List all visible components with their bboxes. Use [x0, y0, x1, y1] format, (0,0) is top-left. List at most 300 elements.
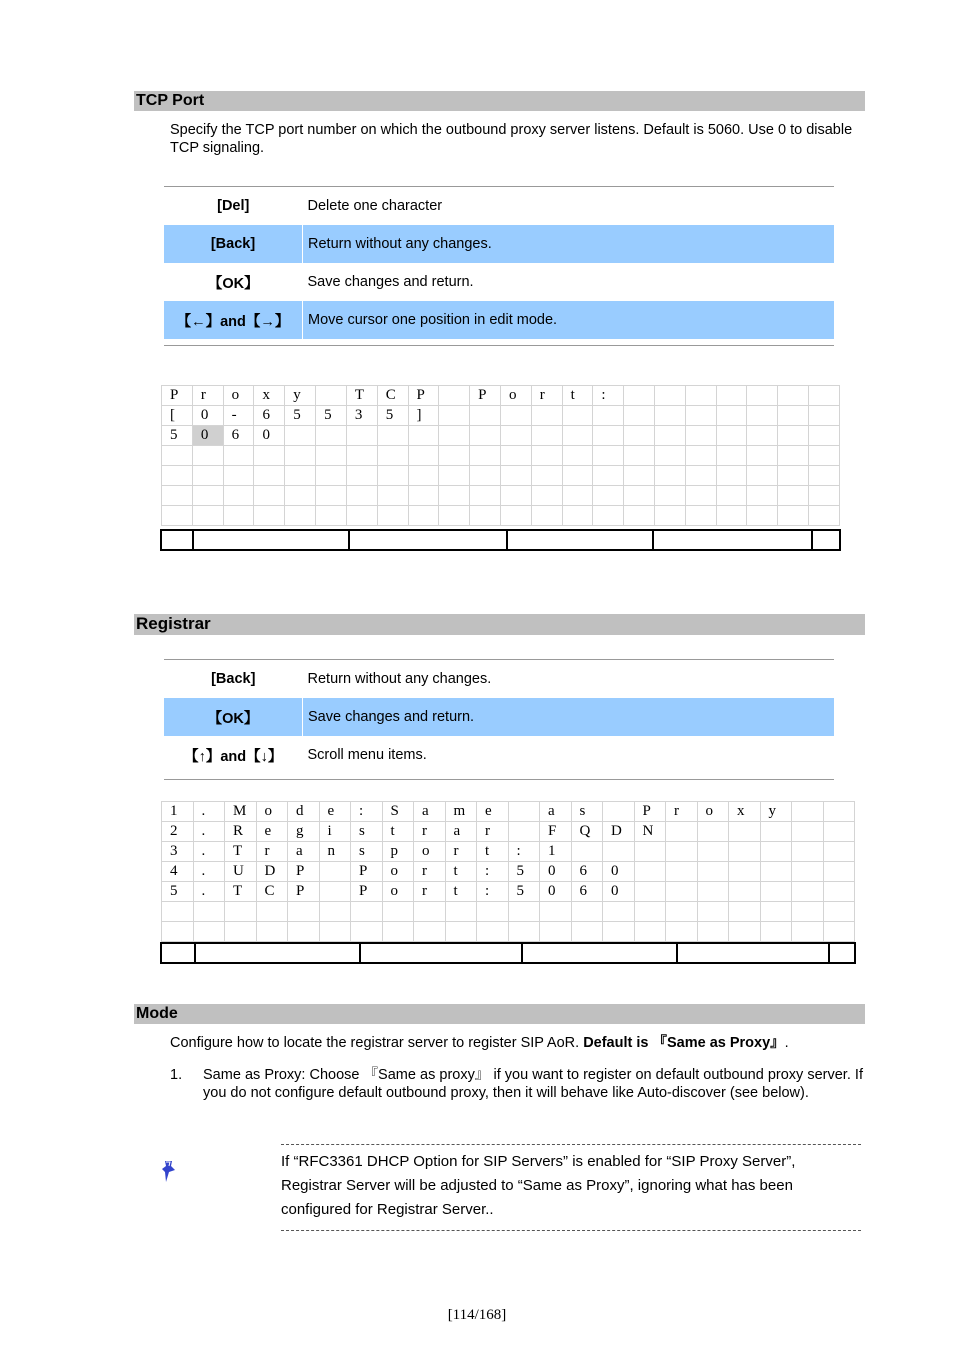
- screen-cell: [760, 822, 792, 842]
- screen-cell: [377, 426, 408, 446]
- screen-cell: P: [288, 862, 320, 882]
- key-name: 【OK】: [207, 275, 259, 292]
- screen-cell: [193, 902, 225, 922]
- screen-cell: [439, 386, 470, 406]
- screen-cell: [346, 446, 377, 466]
- screen-cell: [809, 486, 840, 506]
- screen-cell: [624, 426, 655, 446]
- screen-cell: [655, 466, 686, 486]
- screen-cell: x: [254, 386, 285, 406]
- screen-cell: [603, 902, 635, 922]
- screen-row: [162, 506, 840, 526]
- screen-cell: [655, 446, 686, 466]
- pushpin-icon: [160, 1158, 182, 1184]
- screen-cell: [285, 446, 316, 466]
- screen-cell: r: [256, 842, 288, 862]
- screen-cell: [377, 446, 408, 466]
- screen-cell: [316, 466, 347, 486]
- screen-cell: P: [408, 386, 439, 406]
- screen-cell: [346, 466, 377, 486]
- screen-cell: [792, 822, 824, 842]
- screen-cell: P: [351, 882, 383, 902]
- screen-cell: a: [288, 842, 320, 862]
- screen-cell: d: [288, 802, 320, 822]
- key-action: Move cursor one position in edit mode.: [303, 301, 835, 339]
- screen-cell: [792, 802, 824, 822]
- key-row: [164, 660, 834, 698]
- screen-cell: [593, 446, 624, 466]
- screen-cell: [747, 386, 778, 406]
- screen-cell: s: [351, 822, 383, 842]
- screen-cell: [223, 506, 254, 526]
- screen-cell: 2: [162, 822, 194, 842]
- screen-cell: 5: [162, 426, 193, 446]
- softkey-bar: [160, 942, 856, 964]
- screen-cell: [634, 842, 666, 862]
- screen-cell: [562, 426, 593, 446]
- screen-cell: 5: [377, 406, 408, 426]
- screen-cell: [531, 426, 562, 446]
- screen-cell: [470, 426, 501, 446]
- screen-cell: [288, 922, 320, 942]
- screen-cell: [162, 902, 194, 922]
- softkey-slot[interactable]: [360, 943, 522, 963]
- screen-cell: [439, 506, 470, 526]
- screen-cell: [685, 386, 716, 406]
- screen-cell: [716, 426, 747, 446]
- screen-cell: [655, 406, 686, 426]
- screen-cell: [254, 506, 285, 526]
- screen-row: [162, 426, 840, 446]
- screen-cell: .: [193, 862, 225, 882]
- screen-cell: r: [414, 822, 446, 842]
- screen-cell: m: [445, 802, 477, 822]
- screen-cell: [655, 506, 686, 526]
- key-action: Return without any changes.: [307, 671, 492, 687]
- screen-cell: [666, 882, 698, 902]
- softkey-slot[interactable]: [812, 530, 840, 550]
- screen-cell: [500, 406, 531, 426]
- screen-row: [162, 922, 855, 942]
- screen-cell: [716, 406, 747, 426]
- screen-cell: [778, 446, 809, 466]
- screen-cell: [823, 862, 855, 882]
- softkey-slot[interactable]: [507, 530, 653, 550]
- key-name: [Back]: [211, 671, 256, 687]
- screen-cell: :: [351, 802, 383, 822]
- screen-cell: 5: [285, 406, 316, 426]
- screen-cell: 0: [603, 882, 635, 902]
- screen-row: [162, 882, 855, 902]
- screen-row: [162, 386, 840, 406]
- screen-cell: [624, 506, 655, 526]
- screen-cell: [666, 842, 698, 862]
- screen-cell: [531, 466, 562, 486]
- screen-cell: [685, 466, 716, 486]
- screen-cell: [624, 446, 655, 466]
- screen-cell: [439, 466, 470, 486]
- screen-cell: [414, 922, 446, 942]
- key-action: Scroll menu items.: [307, 747, 427, 763]
- screen-cell: [603, 842, 635, 862]
- screen-cell: [716, 386, 747, 406]
- screen-cell: [792, 902, 824, 922]
- screen-cell: [346, 506, 377, 526]
- screen-cell: 3: [162, 842, 194, 862]
- screen-cell: o: [382, 882, 414, 902]
- screen-cell: [477, 902, 509, 922]
- screen-cell: s: [571, 802, 603, 822]
- screen-cell: [823, 802, 855, 822]
- screen-cell: [470, 506, 501, 526]
- screen-cell: [685, 506, 716, 526]
- screen-row: [162, 446, 840, 466]
- screen-cell: [747, 446, 778, 466]
- screen-cell: [445, 902, 477, 922]
- lcd-screen-registrar: [161, 801, 855, 942]
- screen-cell: [747, 466, 778, 486]
- screen-cell: 0: [603, 862, 635, 882]
- screen-cell: [747, 486, 778, 506]
- screen-cell: [500, 506, 531, 526]
- screen-cell: 4: [162, 862, 194, 882]
- screen-cell: [685, 426, 716, 446]
- screen-cell: [697, 842, 729, 862]
- screen-cell: 0: [192, 406, 223, 426]
- key-name: 【↑】and【↓】: [184, 748, 283, 765]
- screen-cell: [685, 446, 716, 466]
- screen-cell: [162, 922, 194, 942]
- screen-cell: 1: [540, 842, 572, 862]
- softkey-slot[interactable]: [349, 530, 507, 550]
- screen-cell: U: [225, 862, 257, 882]
- screen-cell: [316, 506, 347, 526]
- screen-cell: r: [531, 386, 562, 406]
- screen-cell: [192, 486, 223, 506]
- screen-cell: r: [445, 842, 477, 862]
- screen-cell: t: [382, 822, 414, 842]
- screen-cell: [256, 922, 288, 942]
- screen-cell: C: [377, 386, 408, 406]
- screen-cell: P: [288, 882, 320, 902]
- screen-cell: [634, 882, 666, 902]
- screen-cell: [571, 902, 603, 922]
- screen-cell: 0: [254, 426, 285, 446]
- screen-cell: [288, 902, 320, 922]
- screen-cell: [624, 386, 655, 406]
- screen-cell: [603, 802, 635, 822]
- screen-cell: [809, 386, 840, 406]
- screen-cell: :: [508, 842, 540, 862]
- screen-cell: [792, 842, 824, 862]
- screen-cell: [351, 902, 383, 922]
- screen-cell: [439, 446, 470, 466]
- screen-cell: a: [445, 822, 477, 842]
- screen-cell: M: [225, 802, 257, 822]
- screen-cell: [634, 862, 666, 882]
- mode-intro-end: .: [784, 1035, 789, 1051]
- screen-cell: o: [382, 862, 414, 882]
- screen-cell: [823, 882, 855, 902]
- screen-row: [162, 406, 840, 426]
- screen-cell: [162, 466, 193, 486]
- screen-cell: r: [477, 822, 509, 842]
- screen-cell: [540, 902, 572, 922]
- softkey-slot[interactable]: [522, 943, 677, 963]
- screen-cell: [666, 902, 698, 922]
- screen-cell: [593, 426, 624, 446]
- screen-cell: [531, 506, 562, 526]
- screen-cell: t: [477, 842, 509, 862]
- screen-cell: o: [697, 802, 729, 822]
- screen-cell: 0: [540, 862, 572, 882]
- screen-cell: [809, 506, 840, 526]
- screen-cell: [760, 882, 792, 902]
- screen-cell: [439, 406, 470, 426]
- screen-cell: [729, 862, 761, 882]
- screen-cell: R: [225, 822, 257, 842]
- screen-cell: [351, 922, 383, 942]
- screen-cell: s: [351, 842, 383, 862]
- screen-cell: [603, 922, 635, 942]
- screen-cell: [716, 486, 747, 506]
- screen-cell: y: [285, 386, 316, 406]
- screen-cell: [316, 486, 347, 506]
- screen-cell: [316, 426, 347, 446]
- screen-cell: [223, 486, 254, 506]
- screen-cell: [624, 466, 655, 486]
- screen-cell: [439, 426, 470, 446]
- screen-cell: [666, 822, 698, 842]
- screen-cell: [747, 506, 778, 526]
- mode-default-value: Default is 『Same as Proxy』: [583, 1035, 785, 1051]
- screen-cell: [666, 862, 698, 882]
- screen-cell: [697, 922, 729, 942]
- screen-cell: x: [729, 802, 761, 822]
- screen-cell: -: [223, 406, 254, 426]
- screen-cell: [823, 822, 855, 842]
- screen-cell: [729, 882, 761, 902]
- softkey-slot[interactable]: [195, 943, 360, 963]
- screen-cell: [162, 506, 193, 526]
- key-row: [164, 698, 834, 736]
- screen-cell: [823, 902, 855, 922]
- note-top-rule: [281, 1144, 861, 1145]
- screen-cell: 0: [540, 882, 572, 902]
- divider: [164, 779, 834, 780]
- divider: [164, 345, 834, 346]
- screen-cell: [508, 822, 540, 842]
- screen-cell: [778, 406, 809, 426]
- screen-cell: 6: [254, 406, 285, 426]
- key-name: [Del]: [217, 198, 250, 214]
- key-action: Save changes and return.: [303, 698, 835, 736]
- screen-cell: [408, 466, 439, 486]
- screen-cell: [285, 486, 316, 506]
- screen-cell: P: [162, 386, 193, 406]
- screen-cell: [697, 882, 729, 902]
- screen-cell: 6: [571, 882, 603, 902]
- screen-cell: [346, 426, 377, 446]
- screen-cell: [319, 882, 351, 902]
- key-row: [164, 187, 834, 225]
- softkey-slot[interactable]: [193, 530, 349, 550]
- screen-cell: [377, 506, 408, 526]
- screen-cell: y: [760, 802, 792, 822]
- screen-cell: [571, 842, 603, 862]
- screen-cell: [685, 406, 716, 426]
- screen-cell: [760, 842, 792, 862]
- screen-cell: [500, 486, 531, 506]
- screen-cell: [377, 486, 408, 506]
- key-name: [Back]: [164, 225, 303, 263]
- screen-cell: [162, 446, 193, 466]
- screen-cell: [571, 922, 603, 942]
- screen-cell: [531, 486, 562, 506]
- screen-cell: [823, 922, 855, 942]
- screen-cell: 0: [192, 426, 223, 446]
- screen-cell: [823, 842, 855, 862]
- screen-cell: [470, 466, 501, 486]
- screen-cell: [716, 446, 747, 466]
- section-heading-mode: Mode: [134, 1004, 865, 1024]
- screen-cell: [747, 426, 778, 446]
- screen-cell: [697, 862, 729, 882]
- screen-cell: [593, 406, 624, 426]
- screen-cell: o: [414, 842, 446, 862]
- tcp-port-description: Specify the TCP port number on which the outbound proxy server listens. Default is 5060. Use 0 to disable TCP signaling.: [170, 122, 853, 156]
- screen-row: [162, 802, 855, 822]
- screen-cell: [285, 466, 316, 486]
- screen-cell: [685, 486, 716, 506]
- screen-cell: P: [351, 862, 383, 882]
- screen-cell: Q: [571, 822, 603, 842]
- screen-cell: e: [319, 802, 351, 822]
- screen-cell: [316, 446, 347, 466]
- screen-cell: r: [414, 862, 446, 882]
- screen-row: [162, 486, 840, 506]
- screen-cell: [747, 406, 778, 426]
- screen-cell: [634, 902, 666, 922]
- screen-cell: [256, 902, 288, 922]
- lcd-screen-tcp-port: [161, 385, 840, 526]
- screen-cell: [624, 406, 655, 426]
- screen-cell: [254, 486, 285, 506]
- screen-cell: [500, 466, 531, 486]
- key-row: [164, 263, 834, 301]
- key-name: 【←】and【→】: [164, 301, 303, 339]
- screen-cell: D: [256, 862, 288, 882]
- softkey-slot[interactable]: [829, 943, 855, 963]
- softkey-slot[interactable]: [161, 943, 195, 963]
- screen-cell: 6: [223, 426, 254, 446]
- screen-cell: [729, 822, 761, 842]
- screen-cell: r: [414, 882, 446, 902]
- screen-cell: [192, 466, 223, 486]
- screen-cell: :: [477, 862, 509, 882]
- screen-cell: [225, 922, 257, 942]
- screen-cell: p: [382, 842, 414, 862]
- screen-cell: [408, 506, 439, 526]
- screen-cell: [792, 882, 824, 902]
- screen-cell: [408, 426, 439, 446]
- screen-cell: r: [192, 386, 223, 406]
- screen-cell: 3: [346, 406, 377, 426]
- screen-cell: [697, 902, 729, 922]
- screen-cell: [193, 922, 225, 942]
- key-action: Return without any changes.: [303, 225, 835, 263]
- screen-cell: [778, 466, 809, 486]
- screen-cell: .: [193, 822, 225, 842]
- screen-cell: 5: [508, 882, 540, 902]
- screen-cell: a: [414, 802, 446, 822]
- screen-cell: [778, 386, 809, 406]
- key-row: [164, 225, 834, 263]
- mode-intro: [170, 1034, 865, 1052]
- screen-cell: [254, 466, 285, 486]
- screen-cell: [477, 922, 509, 942]
- mode-intro-text: Configure how to locate the registrar server to register SIP AoR.: [170, 1035, 584, 1051]
- screen-cell: [792, 862, 824, 882]
- screen-cell: [562, 406, 593, 426]
- screen-cell: [500, 446, 531, 466]
- key-action: Delete one character: [307, 198, 443, 214]
- screen-cell: g: [288, 822, 320, 842]
- screen-cell: o: [500, 386, 531, 406]
- key-name: 【OK】: [164, 698, 303, 736]
- screen-cell: [666, 922, 698, 942]
- screen-cell: [655, 426, 686, 446]
- screen-cell: [792, 922, 824, 942]
- screen-cell: T: [225, 842, 257, 862]
- screen-cell: [319, 902, 351, 922]
- screen-cell: [593, 486, 624, 506]
- screen-cell: [439, 486, 470, 506]
- screen-cell: :: [593, 386, 624, 406]
- screen-cell: [809, 406, 840, 426]
- screen-cell: o: [256, 802, 288, 822]
- list-item-number: 1.: [170, 1067, 183, 1083]
- screen-cell: S: [382, 802, 414, 822]
- page-number: [114/168]: [447, 1307, 507, 1323]
- screen-cell: [377, 466, 408, 486]
- tcp-port-key-table: [164, 187, 834, 339]
- screen-cell: 1: [162, 802, 194, 822]
- screen-cell: [729, 922, 761, 942]
- screen-cell: e: [477, 802, 509, 822]
- screen-cell: [778, 426, 809, 446]
- screen-cell: [445, 922, 477, 942]
- screen-cell: N: [634, 822, 666, 842]
- screen-row: [162, 466, 840, 486]
- softkey-slot[interactable]: [161, 530, 193, 550]
- screen-cell: [716, 466, 747, 486]
- screen-cell: [593, 466, 624, 486]
- note-text: If “RFC3361 DHCP Option for SIP Servers” is enabled for “SIP Proxy Server”, Registrar Server will be adjusted to “Same as Proxy”, ignoring what has been configured for Registrar Server..: [281, 1153, 796, 1218]
- softkey-slot[interactable]: [677, 943, 829, 963]
- screen-cell: [316, 386, 347, 406]
- screen-cell: [809, 446, 840, 466]
- screen-cell: [760, 902, 792, 922]
- screen-cell: [809, 426, 840, 446]
- screen-row: [162, 862, 855, 882]
- screen-cell: t: [445, 882, 477, 902]
- screen-cell: [562, 506, 593, 526]
- screen-cell: [: [162, 406, 193, 426]
- screen-cell: [470, 486, 501, 506]
- screen-cell: [408, 486, 439, 506]
- softkey-slot[interactable]: [653, 530, 812, 550]
